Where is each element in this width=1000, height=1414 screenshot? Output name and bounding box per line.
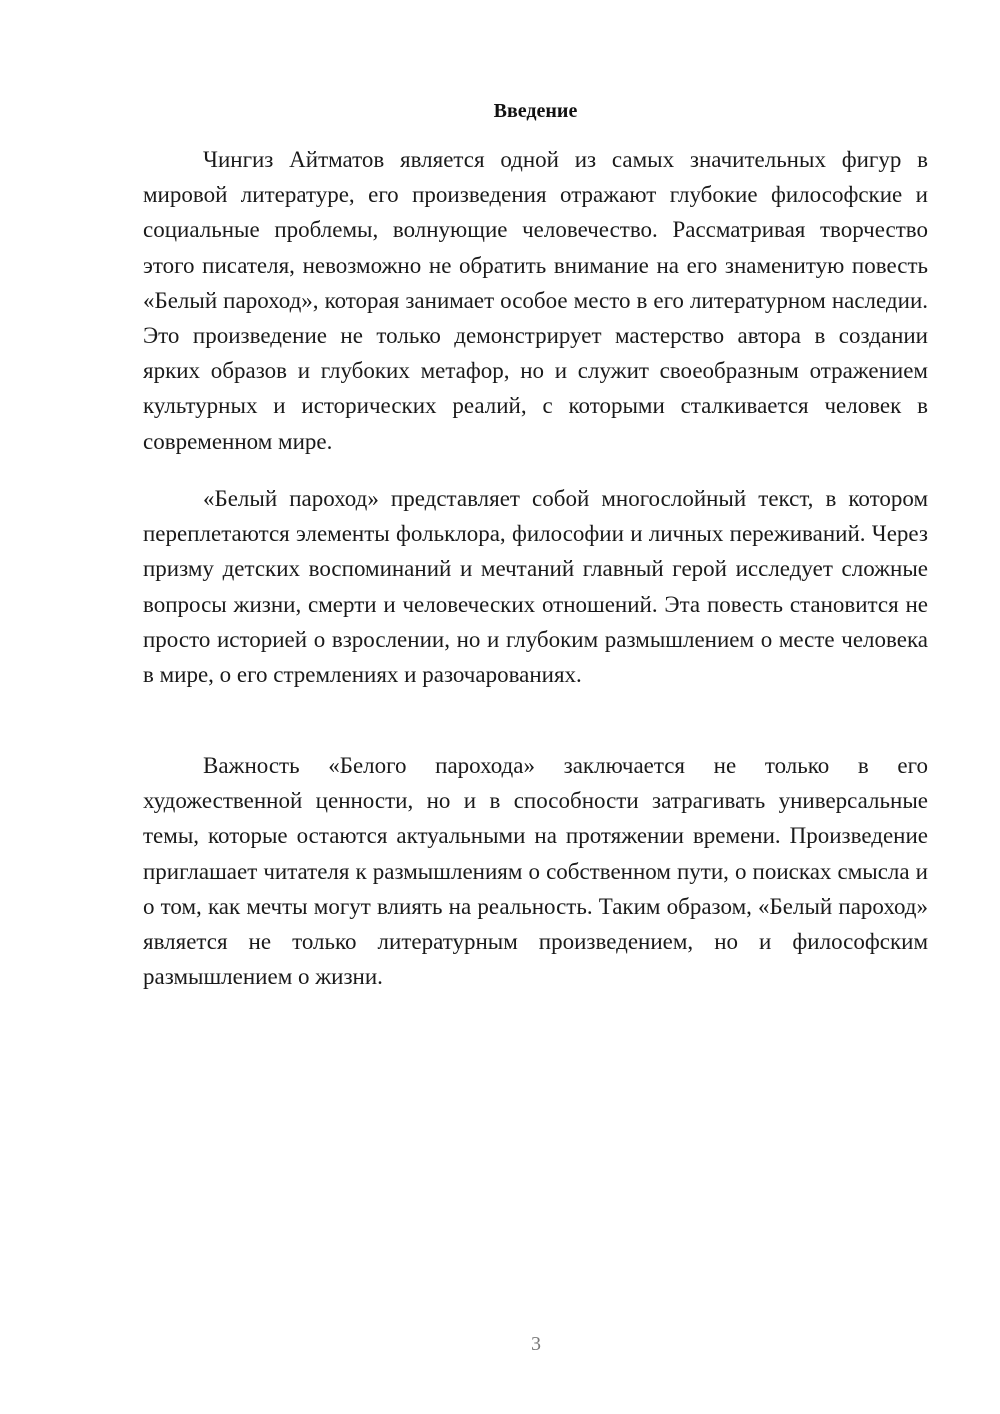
paragraph-2: «Белый пароход» представляет собой многослойный текст, в котором переплетаются элементы фольклора, философии и личных переживаний. Через призму детских воспоминаний и мечтаний главный герой исследует сложные вопросы жизни, смерти и человеческих отношений. Эта повесть становится не просто историей о взрослении, но и глубоким размышлением о месте человека в мире, о его стремлениях и разочарованиях. xyxy=(143,486,928,688)
section-heading: Введение xyxy=(493,100,578,122)
page-number: 3 xyxy=(531,1333,541,1355)
paragraph-1: Чингиз Айтматов является одной из самых значительных фигур в мировой литературе, его произведения отражают глубокие философские и социальные проблемы, волнующие человечество. Рассматривая творчество этого писателя, невозможно не обратить внимание на его знаменитую повесть «Белый пароход», которая занимает особое место в его литературном наследии. Это произведение не только демонстрирует мастерство автора в создании ярких образов и глубоких метафор, но и служит своеобразным отражением культурных и исторических реалий, с которыми сталкивается человек в современном мире. xyxy=(143,147,928,454)
paragraph-3: Важность «Белого парохода» заключается не только в его художественной ценности, но и в способности затрагивать универсальные темы, которые остаются актуальными на протяжении времени. Произведение приглашает читателя к размышлениям о собственном пути, о поисках смысла и о том, как мечты могут влиять на реальность. Таким образом, «Белый пароход» является не только литературным произведением, но и философским размышлением о жизни. xyxy=(143,753,928,990)
